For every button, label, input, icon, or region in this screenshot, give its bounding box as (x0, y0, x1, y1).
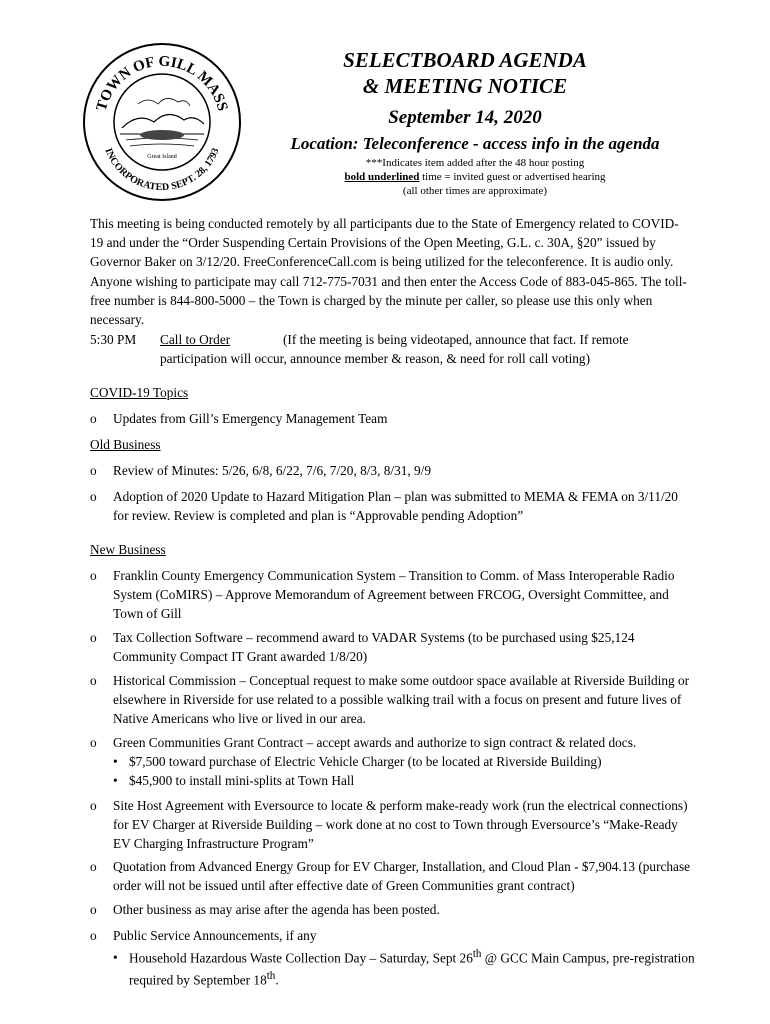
sub-bullet-marker: • (113, 773, 118, 788)
legend-text: time = invited guest or advertised hearing (419, 171, 606, 183)
superscript: th (472, 948, 482, 960)
sub-bullet-marker: • (113, 754, 118, 769)
posting-note: ***Indicates item added after the 48 hour posting (365, 157, 585, 169)
sub-item-text: $45,900 to install mini-splits at Town Hall (129, 773, 355, 788)
bold-underlined-label: bold underlined (344, 171, 420, 183)
bullet-marker: o (90, 928, 97, 943)
sub-item-text: @ GCC Main Campus, pre-registration required by September 18 (129, 950, 695, 988)
sub-list-item (113, 752, 693, 771)
list-item: Franklin County Emergency Communication System – Transition to Comm. of Mass Interoperable Radio System (CoMIRS) – Approve Memorandum of Agreement between FRCOG, Oversight Committee, and Town of Gill (113, 568, 675, 621)
bullet-marker: o (90, 630, 97, 645)
meeting-notice-title: & MEETING NOTICE (362, 74, 568, 98)
call-to-order-time: 5:30 PM (90, 332, 137, 347)
sub-list-item (113, 945, 709, 990)
bullet-marker: o (90, 735, 97, 750)
list-item: Historical Commission – Conceptual request to make some outdoor space available at Riverside Building or elsewhere in Riverside for use related to a possible walking trail with a focus on present and future lives of Native Americans who live or lived in our area. (113, 673, 690, 726)
call-to-order-label: Call to Order (160, 332, 231, 347)
svg-text:INCORPORATED SEPT. 28, 1793: INCORPORATED SEPT. 28, 1793 (102, 146, 222, 194)
superscript: th (266, 970, 276, 983)
sub-item-text: . (275, 972, 279, 988)
bullet-marker: o (90, 673, 97, 688)
intro-paragraph: This meeting is being conducted remotely by all participants due to the State of Emergency related to COVID-19 and under the “Order Suspending Certain Provisions of the Open Meeting, G.L. c. 30A, §20” issued by Governor Baker on 3/12/20. FreeConferenceCall.com is being utilized for the teleconference. It is audio only. Anyone wishing to participate may call 712-775-7031 and then enter the Access Code of 883-045-865. The toll-free number is 844-800-5000 – the Town is charged by the minute per caller, so please use this only when necessary. (90, 216, 687, 328)
sub-bullet-marker: • (113, 950, 118, 966)
bullet-marker: o (90, 463, 97, 478)
list-item: Tax Collection Software – recommend award to VADAR Systems (to be purchased using $25,124 Community Compact IT Grant awarded 1/8/20) (113, 630, 635, 664)
bullet-marker: o (90, 568, 97, 583)
list-item: Updates from Gill’s Emergency Management Team (113, 411, 388, 426)
list-item: Review of Minutes: 5/26, 6/8, 6/22, 7/6, 7/20, 8/3, 8/31, 9/9 (113, 463, 432, 478)
sub-list-item (113, 771, 693, 790)
bullet-marker: o (90, 798, 97, 813)
call-to-order-note: (If the meeting is being videotaped, announce that fact. If remote participation will occur, announce member & reason, & need for roll call voting) (160, 332, 629, 366)
svg-text:Great Island: Great Island (147, 154, 177, 160)
bullet-marker: o (90, 489, 97, 504)
sub-item-text: $7,500 toward purchase of Electric Vehicle Charger (to be located at Riverside Building) (129, 754, 602, 769)
bullet-marker: o (90, 411, 97, 426)
list-item: Site Host Agreement with Eversource to locate & perform make-ready work (run the electrical connections) for EV Charger at Riverside Building – work done at no cost to Town through Eversource’s “Make-Ready EV Charging Infrastructure Program” (113, 798, 688, 851)
bullet-marker: o (90, 859, 97, 874)
meeting-date: September 14, 2020 (388, 107, 542, 128)
list-item: Public Service Announcements, if any (113, 928, 317, 943)
section-new-business-title: New Business (90, 542, 166, 557)
meeting-location: Location: Teleconference - access info in the agenda (290, 134, 660, 153)
town-seal-logo (82, 42, 242, 202)
list-item: Other business as may arise after the agenda has been posted. (113, 902, 440, 917)
list-item: Adoption of 2020 Update to Hazard Mitigation Plan – plan was submitted to MEMA & FEMA on 3/11/20 for review. Review is completed and plan is “Approvable pending Adoption” (113, 489, 678, 523)
bullet-marker: o (90, 902, 97, 917)
section-covid-title: COVID-19 Topics (90, 385, 189, 400)
list-item: Quotation from Advanced Energy Group for EV Charger, Installation, and Cloud Plan - $7,904.13 (purchase order will not be issued until after effective date of Green Communities grant contract) (113, 859, 691, 893)
agenda-title: SELECTBOARD AGENDA (343, 48, 587, 72)
svg-text:TOWN OF GILL MASS: TOWN OF GILL MASS (93, 53, 231, 113)
sub-item-text: Household Hazardous Waste Collection Day – Saturday, Sept 26 (129, 950, 473, 966)
legend-note (270, 170, 680, 184)
list-item: Green Communities Grant Contract – accept awards and authorize to sign contract & related docs. (113, 735, 637, 750)
approximate-times-note: (all other times are approximate) (402, 185, 548, 197)
section-old-business-title: Old Business (90, 437, 161, 452)
